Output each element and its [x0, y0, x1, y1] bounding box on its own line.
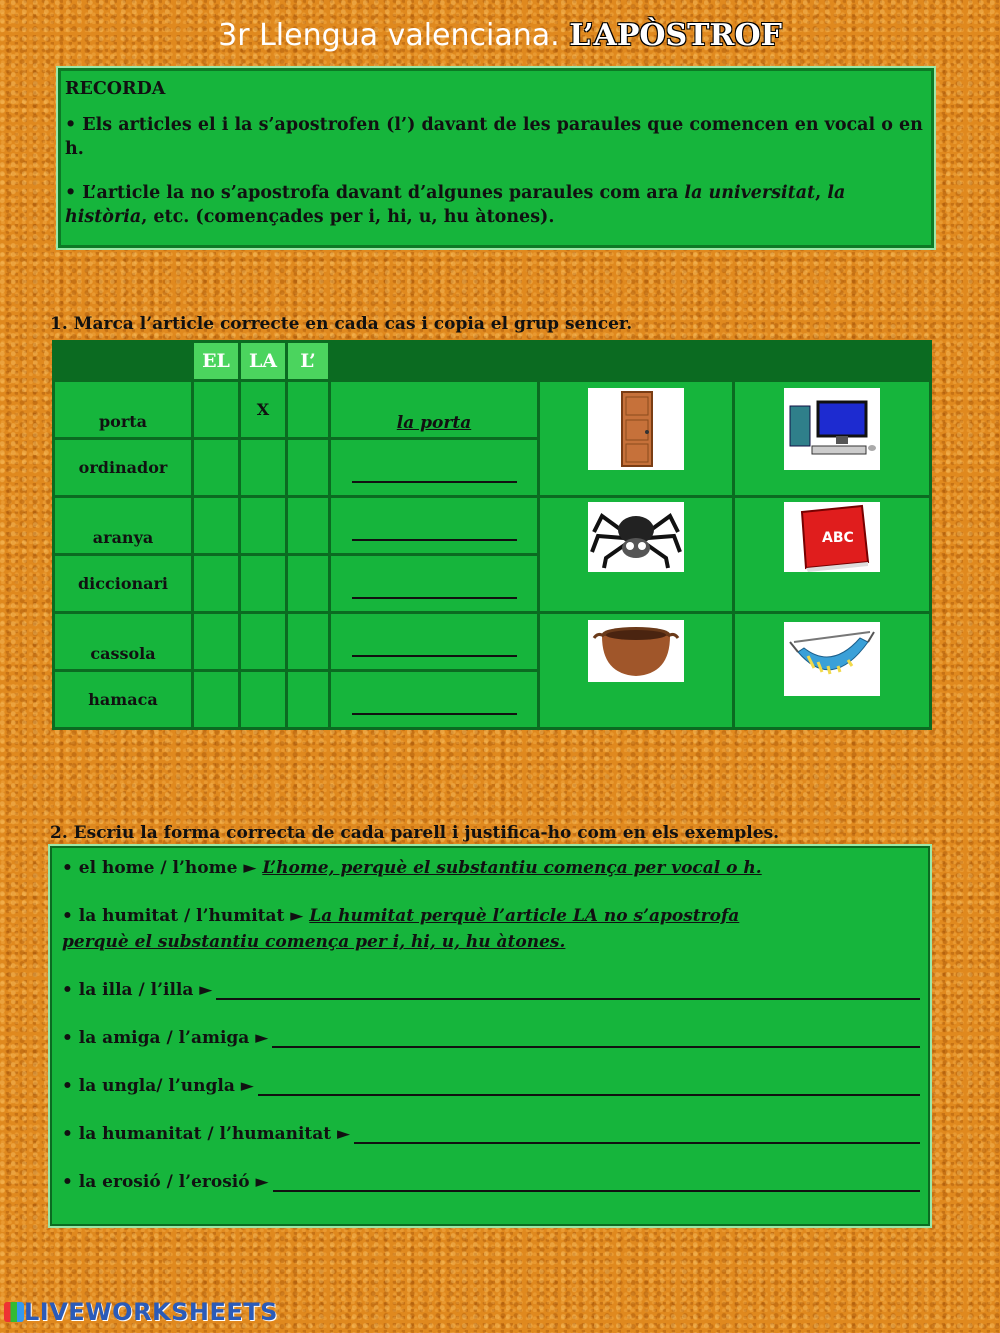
computer-image	[784, 388, 880, 470]
recorda-box	[58, 68, 934, 248]
image-cell	[540, 382, 732, 495]
check-la[interactable]	[241, 498, 285, 553]
book-abc-text: ABC	[822, 530, 854, 546]
table-header-blank	[55, 343, 191, 379]
door-image	[588, 388, 684, 470]
recorda-rule-2	[65, 181, 927, 229]
example-2	[62, 906, 920, 926]
check-l[interactable]	[288, 556, 328, 611]
check-l[interactable]	[288, 614, 328, 669]
answer-cell[interactable]	[331, 614, 537, 669]
check-el[interactable]	[194, 614, 238, 669]
pot-image	[588, 620, 684, 682]
recorda-rule-1: • Els articles el i la s’apostrofen (l’) davant de les paraules que comencen en vocal o en h.	[65, 115, 923, 159]
word-cell: ordinador	[55, 440, 191, 495]
answer-line[interactable]	[216, 980, 920, 1000]
word-cell: aranya	[55, 498, 191, 553]
check-la[interactable]: X	[241, 382, 285, 437]
item-prompt: • la amiga / l’amiga ►	[62, 1028, 269, 1048]
title-highlight: L’APÒSTROF	[569, 18, 782, 53]
answer-line[interactable]	[352, 577, 517, 599]
exercise2-box	[50, 846, 930, 1226]
answer-cell[interactable]	[331, 556, 537, 611]
title-prefix: 3r Llengua valenciana.	[218, 18, 560, 53]
check-el[interactable]	[194, 556, 238, 611]
rule2-end: , etc. (començades per i, hi, u, hu àtones).	[141, 207, 555, 227]
example-1-prompt: • el home / l’home ►	[62, 858, 257, 878]
logo-icon	[4, 1302, 24, 1322]
item-prompt: • la ungla/ l’ungla ►	[62, 1076, 254, 1096]
table-header-filler	[331, 343, 929, 379]
check-el[interactable]	[194, 382, 238, 437]
answer-line[interactable]	[354, 1124, 920, 1144]
answer-line[interactable]	[258, 1076, 920, 1096]
book-image	[784, 502, 880, 572]
liveworksheets-logo[interactable]	[4, 1298, 278, 1326]
check-el[interactable]	[194, 498, 238, 553]
item-row	[62, 1076, 920, 1096]
exercise1-table	[52, 340, 932, 730]
example-2-answer-line2: perquè el substantiu comença per i, hi, u, hu àtones.	[62, 932, 566, 952]
example-2-continued	[62, 932, 920, 952]
logo-text: LIVEWORKSHEETS	[24, 1298, 278, 1326]
recorda-heading: RECORDA	[65, 79, 166, 99]
page-title	[0, 18, 1000, 53]
check-el[interactable]	[194, 440, 238, 495]
column-el: EL	[194, 343, 238, 379]
item-row	[62, 1124, 920, 1144]
word-cell: hamaca	[55, 672, 191, 727]
image-cell	[540, 614, 732, 727]
check-l[interactable]	[288, 440, 328, 495]
answer-line[interactable]	[352, 519, 517, 541]
rule2-example-2: la història	[65, 183, 846, 227]
check-la[interactable]	[241, 440, 285, 495]
answer-cell[interactable]	[331, 498, 537, 553]
item-prompt: • la humanitat / l’humanitat ►	[62, 1124, 351, 1144]
answer-cell[interactable]	[331, 672, 537, 727]
item-prompt: • la erosió / l’erosió ►	[62, 1172, 269, 1192]
answer-line[interactable]	[273, 1172, 920, 1192]
example-1-answer: L’home, perquè el substantiu comença per vocal o h.	[262, 858, 762, 878]
item-row	[62, 1028, 920, 1048]
image-cell	[735, 498, 929, 611]
check-l[interactable]	[288, 498, 328, 553]
column-l: L’	[288, 343, 328, 379]
image-cell	[540, 498, 732, 611]
answer-cell[interactable]	[331, 440, 537, 495]
exercise2-title: 2. Escriu la forma correcta de cada parell i justifica-ho com en els exemples.	[50, 823, 780, 843]
example-1	[62, 858, 920, 878]
item-prompt: • la illa / l’illa ►	[62, 980, 213, 1000]
check-l[interactable]	[288, 382, 328, 437]
check-la[interactable]	[241, 614, 285, 669]
rule2-start: • L’article la no s’apostrofa davant d’algunes paraules com ara	[65, 183, 685, 203]
answer-line[interactable]	[352, 635, 517, 657]
word-cell: diccionari	[55, 556, 191, 611]
example-2-prompt: • la humitat / l’humitat ►	[62, 906, 304, 926]
answer-line[interactable]	[272, 1028, 920, 1048]
check-la[interactable]	[241, 672, 285, 727]
answer-cell	[331, 382, 537, 437]
answer-example: la porta	[396, 413, 472, 433]
word-cell: cassola	[55, 614, 191, 669]
word-cell: porta	[55, 382, 191, 437]
exercise1-title: 1. Marca l’article correcte en cada cas i copia el grup sencer.	[50, 314, 633, 334]
rule2-example-1: la universitat	[684, 183, 816, 203]
image-cell	[735, 614, 929, 727]
check-el[interactable]	[194, 672, 238, 727]
item-row	[62, 1172, 920, 1192]
spider-image	[588, 502, 684, 572]
image-cell	[735, 382, 929, 495]
check-l[interactable]	[288, 672, 328, 727]
example-2-answer-line1: La humitat perquè l’article LA no s’apostrofa	[309, 906, 740, 926]
check-la[interactable]	[241, 556, 285, 611]
answer-line[interactable]	[352, 461, 517, 483]
hammock-image	[784, 622, 880, 696]
column-la: LA	[241, 343, 285, 379]
rule2-sep: ,	[815, 183, 828, 203]
item-row	[62, 980, 920, 1000]
answer-line[interactable]	[352, 693, 517, 715]
